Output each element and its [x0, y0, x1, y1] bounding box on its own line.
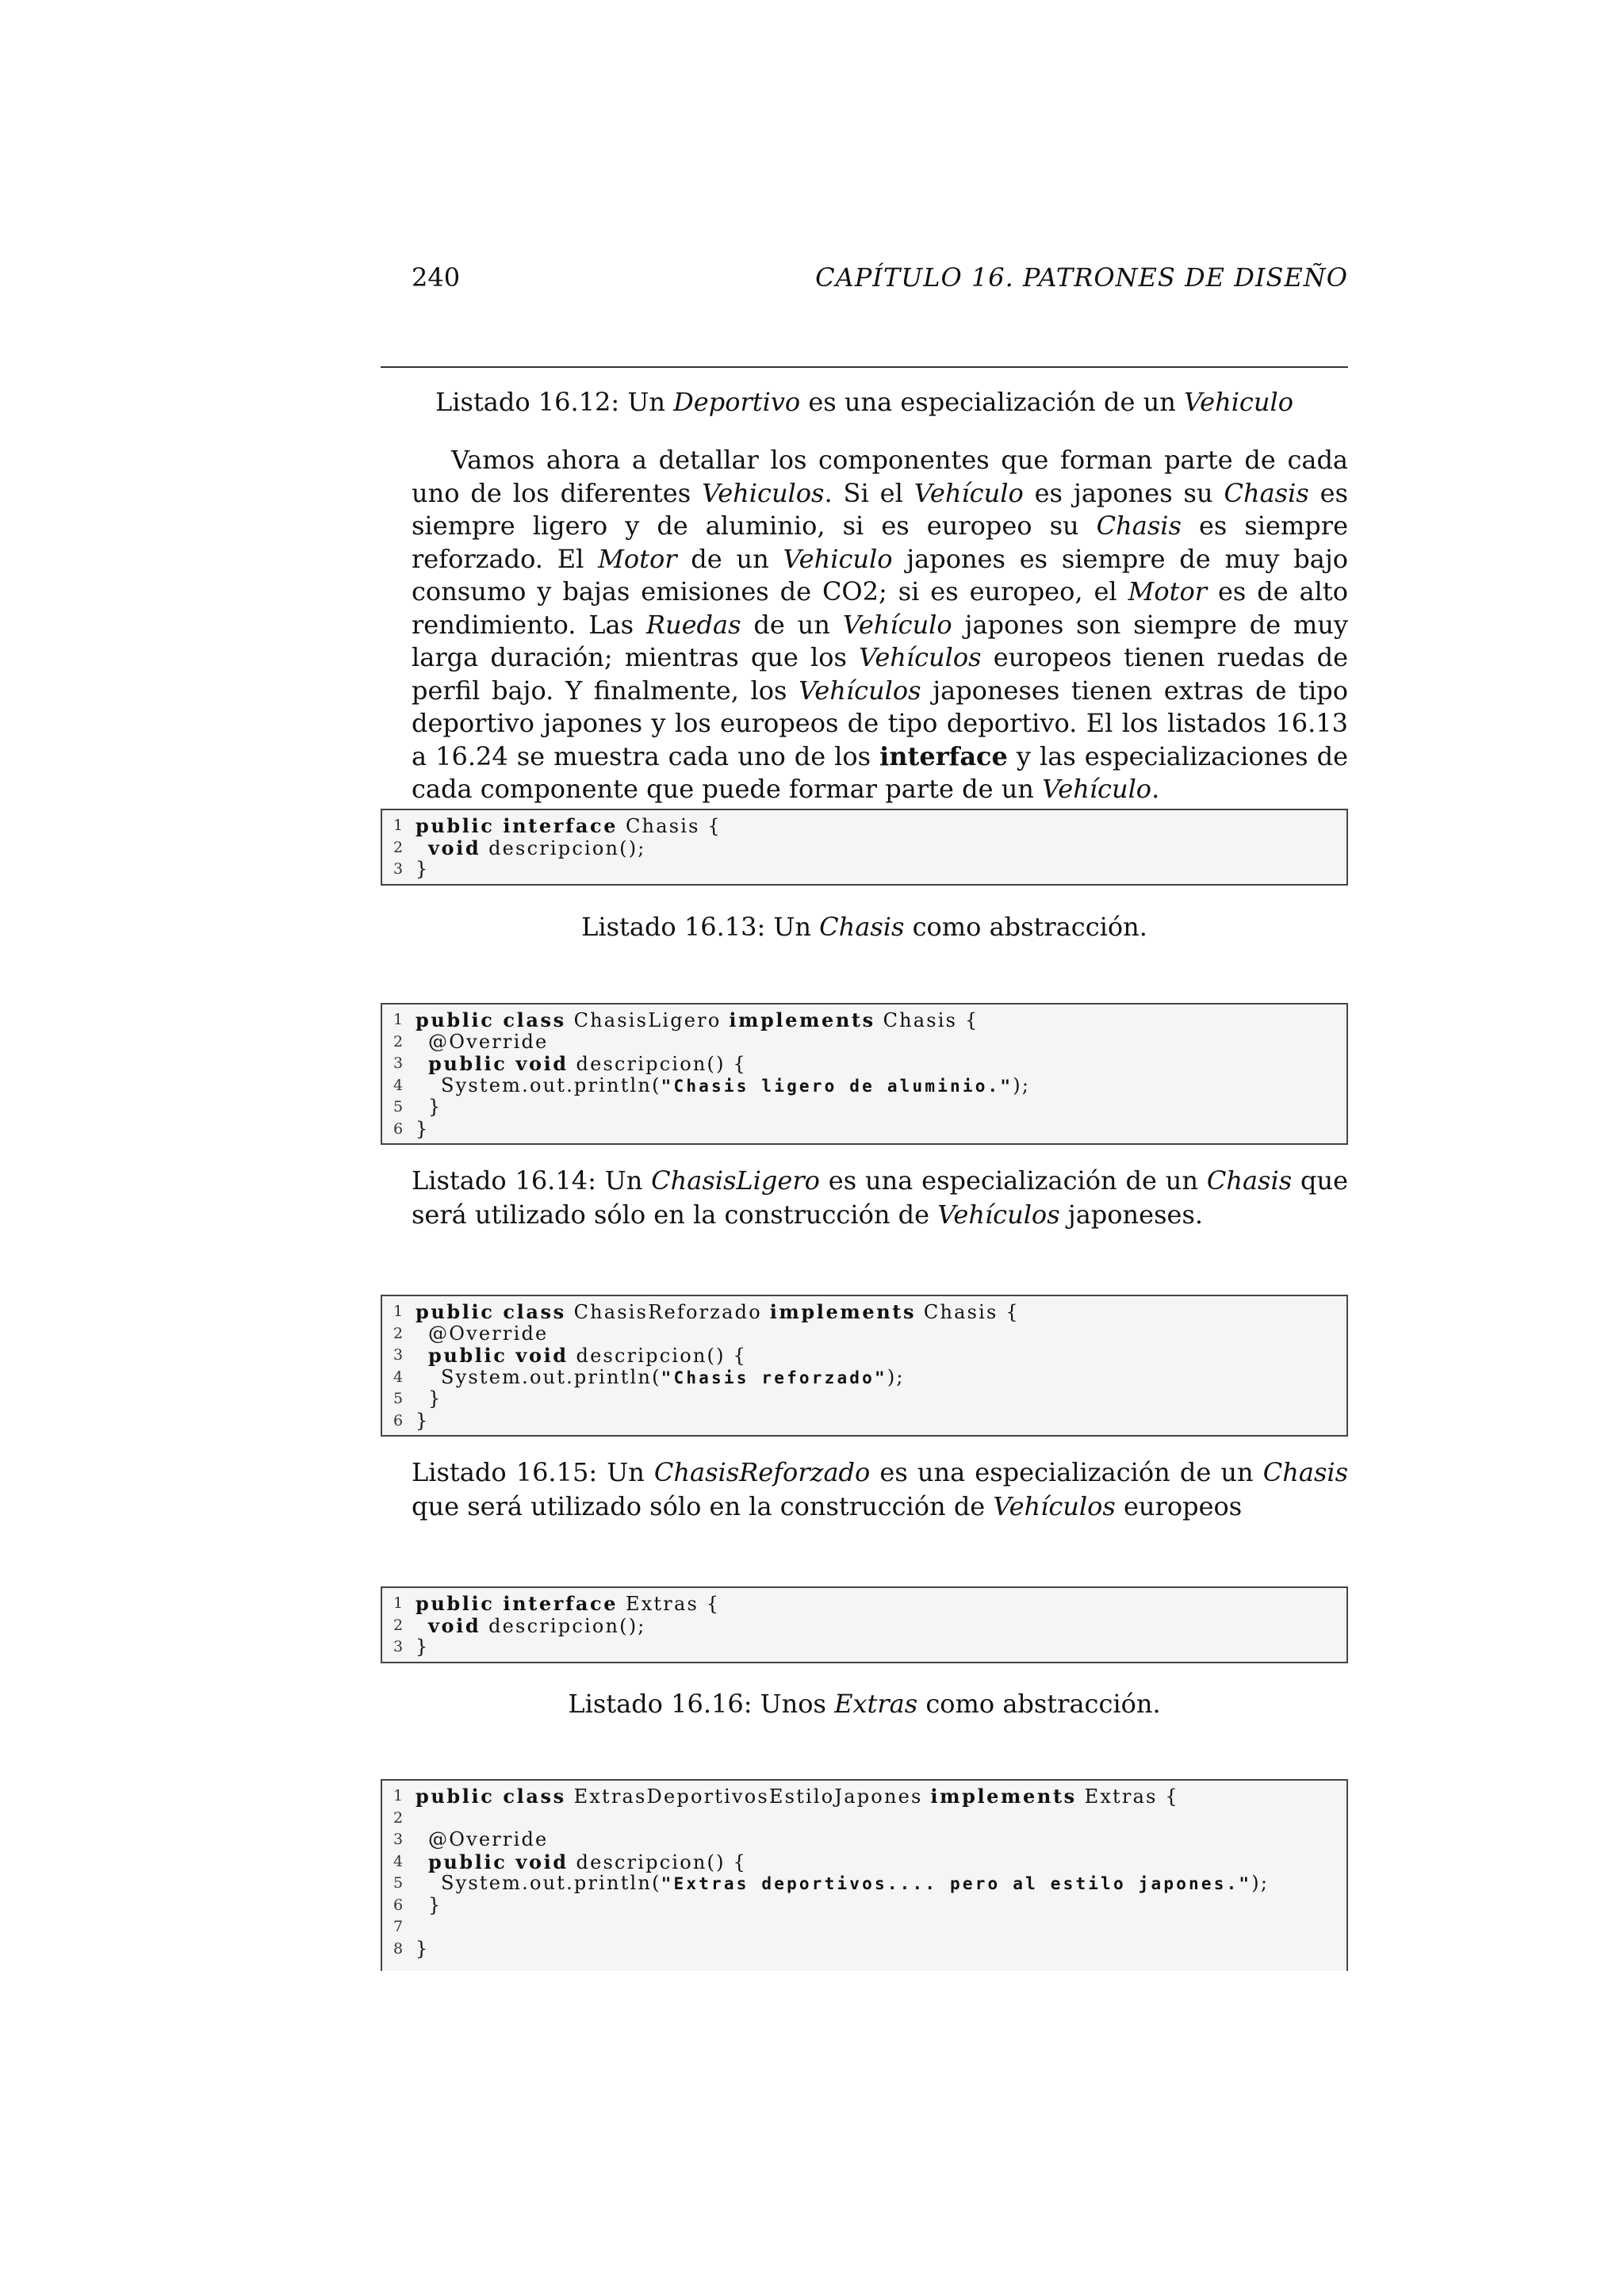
line-number: 3: [393, 1638, 404, 1655]
code-string: "Chasis reforzado": [661, 1368, 887, 1387]
caption-listing-16-16: [381, 1687, 1348, 1721]
code-line: [382, 1096, 1346, 1119]
caption-text: Listado 16.13: Un: [581, 912, 820, 942]
code-line: [382, 1345, 1346, 1367]
code-text: }: [416, 1409, 430, 1432]
running-head: CAPÍTULO 16. PATRONES DE DISEÑO: [815, 262, 1348, 293]
paragraph-emphasis: Motor: [598, 543, 677, 574]
paragraph-text: es japones su: [1023, 477, 1224, 508]
line-number: 1: [393, 1303, 404, 1320]
caption-emphasis: Chasis: [819, 912, 905, 942]
line-number: 7: [393, 1918, 404, 1935]
code-text: ChasisReforzado: [565, 1301, 770, 1323]
code-line: [382, 1367, 1346, 1389]
code-line: [382, 1323, 1346, 1345]
paragraph-emphasis: Vehículos: [859, 642, 982, 672]
code-line: [382, 1851, 1346, 1873]
code-text: }: [416, 1937, 430, 1960]
paragraph-text: de un: [741, 609, 843, 640]
line-number: 2: [393, 838, 404, 856]
paragraph-text: y las especializaciones de cada componente que puede formar parte de un: [412, 740, 1349, 804]
code-line: [382, 1938, 1346, 1961]
code-line: [382, 859, 1346, 881]
code-line: [382, 1009, 1346, 1031]
code-text: Chasis {: [916, 1301, 1020, 1323]
code-text: descripcion() {: [568, 1053, 747, 1075]
code-listing-16-17: [381, 1779, 1348, 1971]
caption-emphasis: ChasisLigero: [651, 1165, 820, 1196]
code-listing-16-13: [381, 809, 1348, 886]
paragraph-emphasis: Chasis: [1224, 477, 1309, 508]
code-line: [382, 1916, 1346, 1938]
line-number: 3: [393, 860, 404, 878]
code-line: [382, 1593, 1346, 1615]
caption-text: que será utilizado sólo en la construcción de: [412, 1165, 1349, 1230]
paragraph-emphasis: Vehículo: [842, 609, 952, 640]
caption-listing-16-12: [381, 385, 1348, 419]
code-text: ExtrasDeportivosEstiloJapones: [565, 1785, 931, 1808]
paragraph-text: es siempre reforzado. El: [412, 511, 1349, 574]
code-keyword: public class: [416, 1008, 566, 1031]
code-line: [382, 1388, 1346, 1410]
page-number: 240: [412, 262, 461, 293]
caption-text: es una especialización de un: [819, 1165, 1207, 1196]
code-text: }: [428, 1893, 442, 1916]
caption-text: que será utilizado sólo en la construcción de: [412, 1491, 994, 1521]
code-string: "Chasis ligero de aluminio.": [661, 1076, 1013, 1096]
line-number: 6: [393, 1896, 404, 1914]
code-listing-16-14: [381, 1003, 1348, 1145]
code-line: [382, 1636, 1346, 1659]
caption-emphasis: Chasis: [1262, 1457, 1349, 1487]
code-annotation: @Override: [428, 1322, 549, 1345]
caption-text: Listado 16.16: Unos: [568, 1689, 835, 1719]
code-keyword: void: [428, 1613, 481, 1637]
code-text: descripcion() {: [568, 1850, 747, 1873]
code-keyword: public void: [428, 1344, 569, 1367]
paragraph-text: japones es siempre de muy bajo consumo y bajas emisiones de CO2; si es europeo, el: [412, 543, 1349, 607]
line-number: 1: [393, 1011, 404, 1028]
paragraph-emphasis: Ruedas: [645, 609, 741, 640]
line-number: 4: [393, 1852, 404, 1870]
code-listing-16-15: [381, 1295, 1348, 1437]
code-line: [382, 1075, 1346, 1097]
code-text: Extras {: [1076, 1785, 1179, 1808]
code-text: );: [1013, 1073, 1031, 1096]
code-keyword: implements: [930, 1785, 1077, 1808]
code-line: [382, 1829, 1346, 1851]
caption-emphasis: Vehículos: [937, 1200, 1060, 1230]
code-text: System.out.println(: [441, 1872, 661, 1894]
code-text: Chasis {: [618, 815, 722, 837]
code-keyword: public class: [416, 1785, 566, 1808]
code-line: [382, 1119, 1346, 1141]
caption-listing-16-14: [412, 1164, 1348, 1232]
caption-text: es una especialización de un: [870, 1457, 1263, 1487]
paragraph-emphasis: Chasis: [1096, 511, 1182, 541]
code-keyword: implements: [729, 1008, 875, 1031]
code-line: [382, 1031, 1346, 1054]
code-line: [382, 1410, 1346, 1433]
code-text: System.out.println(: [441, 1073, 661, 1096]
code-line: [382, 1873, 1346, 1895]
paragraph-bold: interface: [879, 740, 1008, 771]
code-annotation: @Override: [428, 1828, 549, 1850]
code-listing-16-16: [381, 1586, 1348, 1663]
line-number: 3: [393, 1831, 404, 1848]
line-number: 3: [393, 1054, 404, 1072]
paragraph-emphasis: Vehiculos: [702, 477, 825, 508]
code-keyword: implements: [769, 1300, 917, 1323]
code-keyword: public interface: [416, 814, 619, 837]
code-line: [382, 1053, 1346, 1075]
caption-emphasis: Vehículos: [993, 1491, 1116, 1521]
code-line: [382, 837, 1346, 859]
line-number: 2: [393, 1616, 404, 1634]
line-number: 2: [393, 1808, 404, 1827]
paragraph-emphasis: Vehículos: [799, 675, 921, 706]
caption-text: como abstracción.: [917, 1689, 1161, 1719]
line-number: 4: [393, 1076, 404, 1094]
code-text: }: [416, 1636, 430, 1658]
code-keyword: void: [428, 836, 481, 859]
code-line: [382, 815, 1346, 837]
code-line: [382, 1895, 1346, 1917]
caption-text: Listado 16.12: Un: [435, 387, 674, 417]
caption-text: como abstracción.: [904, 912, 1147, 942]
code-keyword: public interface: [416, 1592, 619, 1615]
code-keyword: public void: [428, 1052, 569, 1075]
code-string: "Extras deportivos.... pero al estilo japones.": [661, 1874, 1252, 1893]
line-number: 8: [393, 1939, 404, 1957]
code-line: [382, 1615, 1346, 1637]
paragraph-text: es siempre ligero y de aluminio, si es europeo su: [412, 477, 1349, 541]
line-number: 1: [393, 817, 404, 834]
caption-listing-16-15: [412, 1456, 1348, 1524]
paragraph-text: es de alto rendimiento. Las: [412, 576, 1348, 640]
code-text: }: [428, 1096, 442, 1118]
code-keyword: public void: [428, 1850, 569, 1873]
caption-text: Listado 16.14: Un: [412, 1165, 652, 1196]
caption-emphasis: Chasis: [1206, 1165, 1293, 1196]
line-number: 4: [393, 1368, 404, 1386]
caption-emphasis: ChasisReforzado: [653, 1457, 871, 1487]
paragraph-text: . Si el: [824, 477, 914, 508]
code-text: Extras {: [618, 1593, 721, 1615]
paragraph-emphasis: Vehículo: [914, 477, 1024, 508]
paragraph-text: japoneses tienen extras de tipo deportivo japones y los europeos de tipo deportivo. El los listados 16.13 a 16.24 se muestra cada uno de los: [412, 675, 1349, 771]
code-line: [382, 1785, 1346, 1808]
body-paragraph: [412, 444, 1348, 806]
line-number: 2: [393, 1032, 404, 1050]
code-text: descripcion();: [481, 836, 646, 859]
paragraph-emphasis: Vehiculo: [783, 543, 893, 574]
paragraph-emphasis: Motor: [1128, 576, 1208, 607]
paragraph-text: de un: [676, 543, 783, 574]
line-number: 2: [393, 1324, 404, 1342]
code-text: }: [416, 858, 430, 880]
paragraph-emphasis: Vehículo: [1042, 774, 1152, 804]
code-text: );: [1251, 1872, 1270, 1894]
top-rule: [381, 366, 1348, 368]
code-line: [382, 1808, 1346, 1830]
code-text: Chasis {: [875, 1009, 979, 1031]
code-text: System.out.println(: [441, 1365, 661, 1388]
paragraph-text: Vamos ahora a detallar los componentes que forman parte de cada uno de los diferentes: [412, 445, 1348, 508]
caption-text: europeos: [1115, 1491, 1243, 1521]
paragraph-text: japones son siempre de muy larga duración; mientras que los: [412, 609, 1349, 672]
caption-text: japoneses.: [1059, 1200, 1204, 1230]
line-number: 1: [393, 1594, 404, 1612]
code-text: }: [416, 1117, 430, 1140]
caption-emphasis: Extras: [834, 1689, 918, 1719]
paragraph-text: .: [1151, 774, 1160, 804]
code-annotation: @Override: [428, 1030, 549, 1053]
caption-text: es una especialización de un: [800, 387, 1184, 417]
caption-listing-16-13: [381, 910, 1348, 944]
line-number: 6: [393, 1411, 404, 1429]
line-number: 1: [393, 1787, 404, 1804]
line-number: 3: [393, 1346, 404, 1364]
paragraph-text: europeos tienen ruedas de perfil bajo. Y finalmente, los: [412, 642, 1349, 706]
caption-text: Listado 16.15: Un: [412, 1457, 654, 1487]
code-text: descripcion();: [481, 1614, 646, 1637]
caption-emphasis: Deportivo: [673, 387, 801, 417]
line-number: 5: [393, 1098, 404, 1115]
code-text: descripcion() {: [568, 1345, 747, 1367]
line-number: 5: [393, 1874, 404, 1892]
code-keyword: public class: [416, 1300, 566, 1323]
code-line: [382, 1301, 1346, 1323]
caption-emphasis: Vehiculo: [1183, 387, 1293, 417]
line-number: 5: [393, 1390, 404, 1407]
code-text: }: [428, 1387, 442, 1410]
code-text: );: [887, 1365, 905, 1388]
code-text: ChasisLigero: [565, 1009, 730, 1031]
line-number: 6: [393, 1119, 404, 1138]
